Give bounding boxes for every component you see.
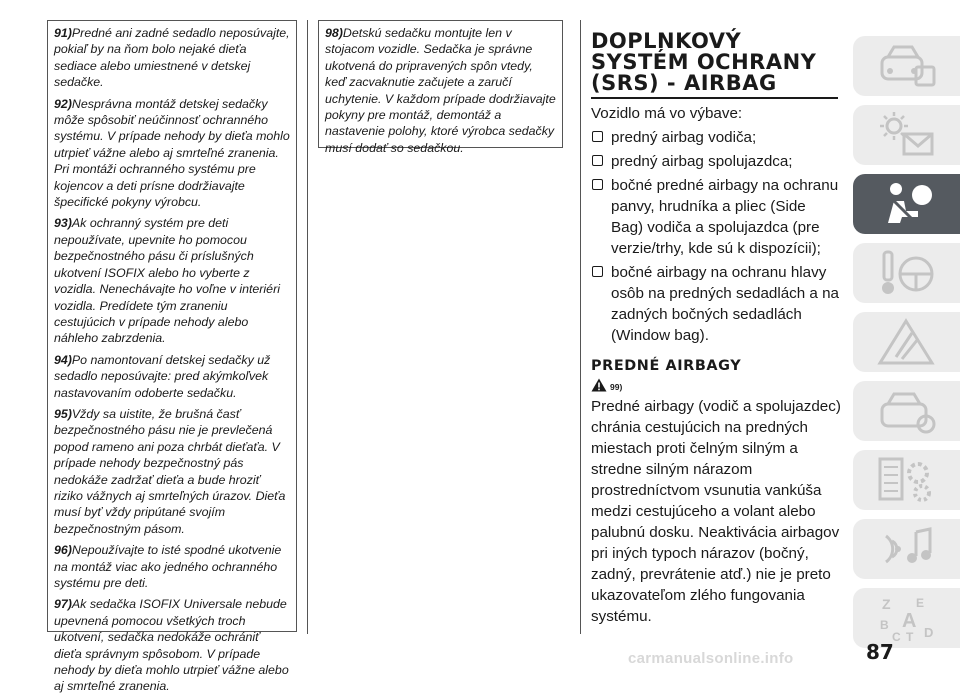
- warning-lights-icon: [876, 110, 938, 160]
- tab-technical-data[interactable]: [853, 450, 960, 510]
- warning-item: 91)Predné ani zadné sedadlo neposúvajte, pokiaľ by na ňom bolo nejaké dieťa sediace alebo umiestnené v detskej sedačke.: [54, 26, 290, 90]
- chapter-tabs: [853, 36, 960, 657]
- index-letter: E: [915, 596, 924, 610]
- warning-item: 97)Ak sedačka ISOFIX Universale nebude upevnená pomocou všetkých troch ukotvení, sedačka nedokáže ochrániť dieťa správnym spôsobom. V prípade nehody by dieťa mohlo utrpieť vážne alebo aj smrteľné zranenia.: [54, 597, 289, 694]
- column-divider-2: [580, 20, 581, 634]
- index-letter: T: [905, 630, 913, 643]
- checkbox-bullet-icon: [592, 131, 603, 142]
- warning-triangle-icon: [591, 378, 607, 392]
- list-item: predný airbag vodiča;: [591, 127, 841, 148]
- multimedia-icon: [876, 524, 938, 574]
- tab-maintenance[interactable]: [853, 381, 960, 441]
- index-letter: B: [879, 618, 889, 632]
- main-section: [591, 20, 841, 627]
- subsection-title: PREDNÉ AIRBAGY: [591, 358, 742, 374]
- intro-text: Vozidlo má vo výbave:: [591, 105, 743, 122]
- checkbox-bullet-icon: [592, 266, 603, 277]
- warning-item: 92)Nesprávna montáž detskej sedačky môže spôsobiť neúčinnosť ochranného systému. V prípade nehody by dieťa mohlo utrpieť vážne alebo aj smrteľné zranenia. Pri montáži ochranného systému pre kojencov a deti prísne dodržiavajte špecifické pokyny výrobcu.: [54, 96, 290, 210]
- car-service-icon: [876, 386, 938, 436]
- checkbox-bullet-icon: [592, 155, 603, 166]
- warnings-box-left: [47, 20, 297, 694]
- technical-data-icon: [876, 455, 938, 505]
- warning-triangle-icon: [876, 317, 938, 367]
- warnings-box-middle: [318, 20, 563, 155]
- tab-emergency[interactable]: [853, 312, 960, 372]
- section-title: DOPLNKOVÝ SYSTÉM OCHRANY (SRS) - AIRBAG: [591, 31, 838, 99]
- airbag-seat-icon: [876, 179, 938, 229]
- checkbox-bullet-icon: [592, 179, 603, 190]
- tab-dashboard[interactable]: [853, 36, 960, 96]
- section-paragraph: Predné airbagy (vodič a spolujazdec) chránia cestujúcich na predných miestach proti čelným silným a stredne silným nárazom prostredníctvom vsunutia vankúša medzi cestujúceho a volant alebo palubnú dosku. Neaktivácia airbagov pri iných typoch nárazov (bočný, zadný, prevrátenie atď.) nie je preto ukazovateľom zlého fungovania systému.: [591, 398, 841, 625]
- car-dashboard-icon: [876, 41, 938, 91]
- warning-item: 96)Nepoužívajte to isté spodné ukotvenie na montáž viac ako jedného ochranného systému pre deti.: [54, 543, 282, 590]
- list-item: predný airbag spolujazdca;: [591, 151, 841, 172]
- index-letter: C: [891, 630, 901, 643]
- index-letter: Z: [881, 596, 891, 612]
- tab-index[interactable]: [853, 588, 960, 648]
- warning-reference: 99): [591, 378, 841, 392]
- index-letter: A: [901, 610, 916, 632]
- tab-safety[interactable]: [853, 174, 960, 234]
- warning-item: 94)Po namontovaní detskej sedačky už sedadlo neposúvajte: pred akýmkoľvek nastavovaním odoberte sedačku.: [54, 352, 271, 400]
- index-letter: D: [923, 625, 933, 640]
- warning-item: 98)Detskú sedačku montujte len v stojacom vozidle. Sedačka je správne ukotvená do pripravených spôn vtedy, keď zacvaknutie začujete a zaručí uchytenie. V každom prípade dodržiavajte pokyny pre montáž, demontáž a nastavenie polohy, ktoré výrobca sedačky musí dodať so sedačkou.: [325, 26, 556, 155]
- alphabet-index-icon: [876, 593, 938, 643]
- warning-item: 93)Ak ochranný systém pre deti nepoužívate, upevnite ho pomocou bezpečnostného pásu či príslušných ukotvení ISOFIX alebo ho vyberte z vozidla. Nenechávajte ho voľne v interiéri vozidla. Predídete tým zraneniu cestujúcich v prípade nehody alebo náhleho zabrzdenia.: [54, 216, 280, 346]
- watermark: carmanualsonline.info: [628, 650, 794, 667]
- list-item: bočné predné airbagy na ochranu panvy, hrudníka a pliec (Side Bag) vodiča a spolujazdca (pre verzie/trhy, kde sú k dispozícii);: [591, 175, 841, 259]
- list-item: bočné airbagy na ochranu hlavy osôb na predných sedadlách a na zadných bočných sedadlách (Window bag).: [591, 262, 841, 346]
- tab-multimedia[interactable]: [853, 519, 960, 579]
- column-divider-1: [307, 20, 308, 634]
- warning-item: 95)Vždy sa uistite, že brušná časť bezpečnostného pásu nie je prevlečená popod rameno ani poza chrbát dieťaťa. V prípade nehody bezpečnostný pás nedokáže zadržať dieťa a bude hroziť riziko vážnych aj smrteľných úrazov. Dieťa musí byť vždy pripútané svojím bezpečnostným pásom.: [54, 406, 286, 536]
- key-steering-icon: [876, 248, 938, 298]
- tab-starting-driving[interactable]: [853, 243, 960, 303]
- page-number: 87: [866, 640, 894, 664]
- tab-warning-lights[interactable]: [853, 105, 960, 165]
